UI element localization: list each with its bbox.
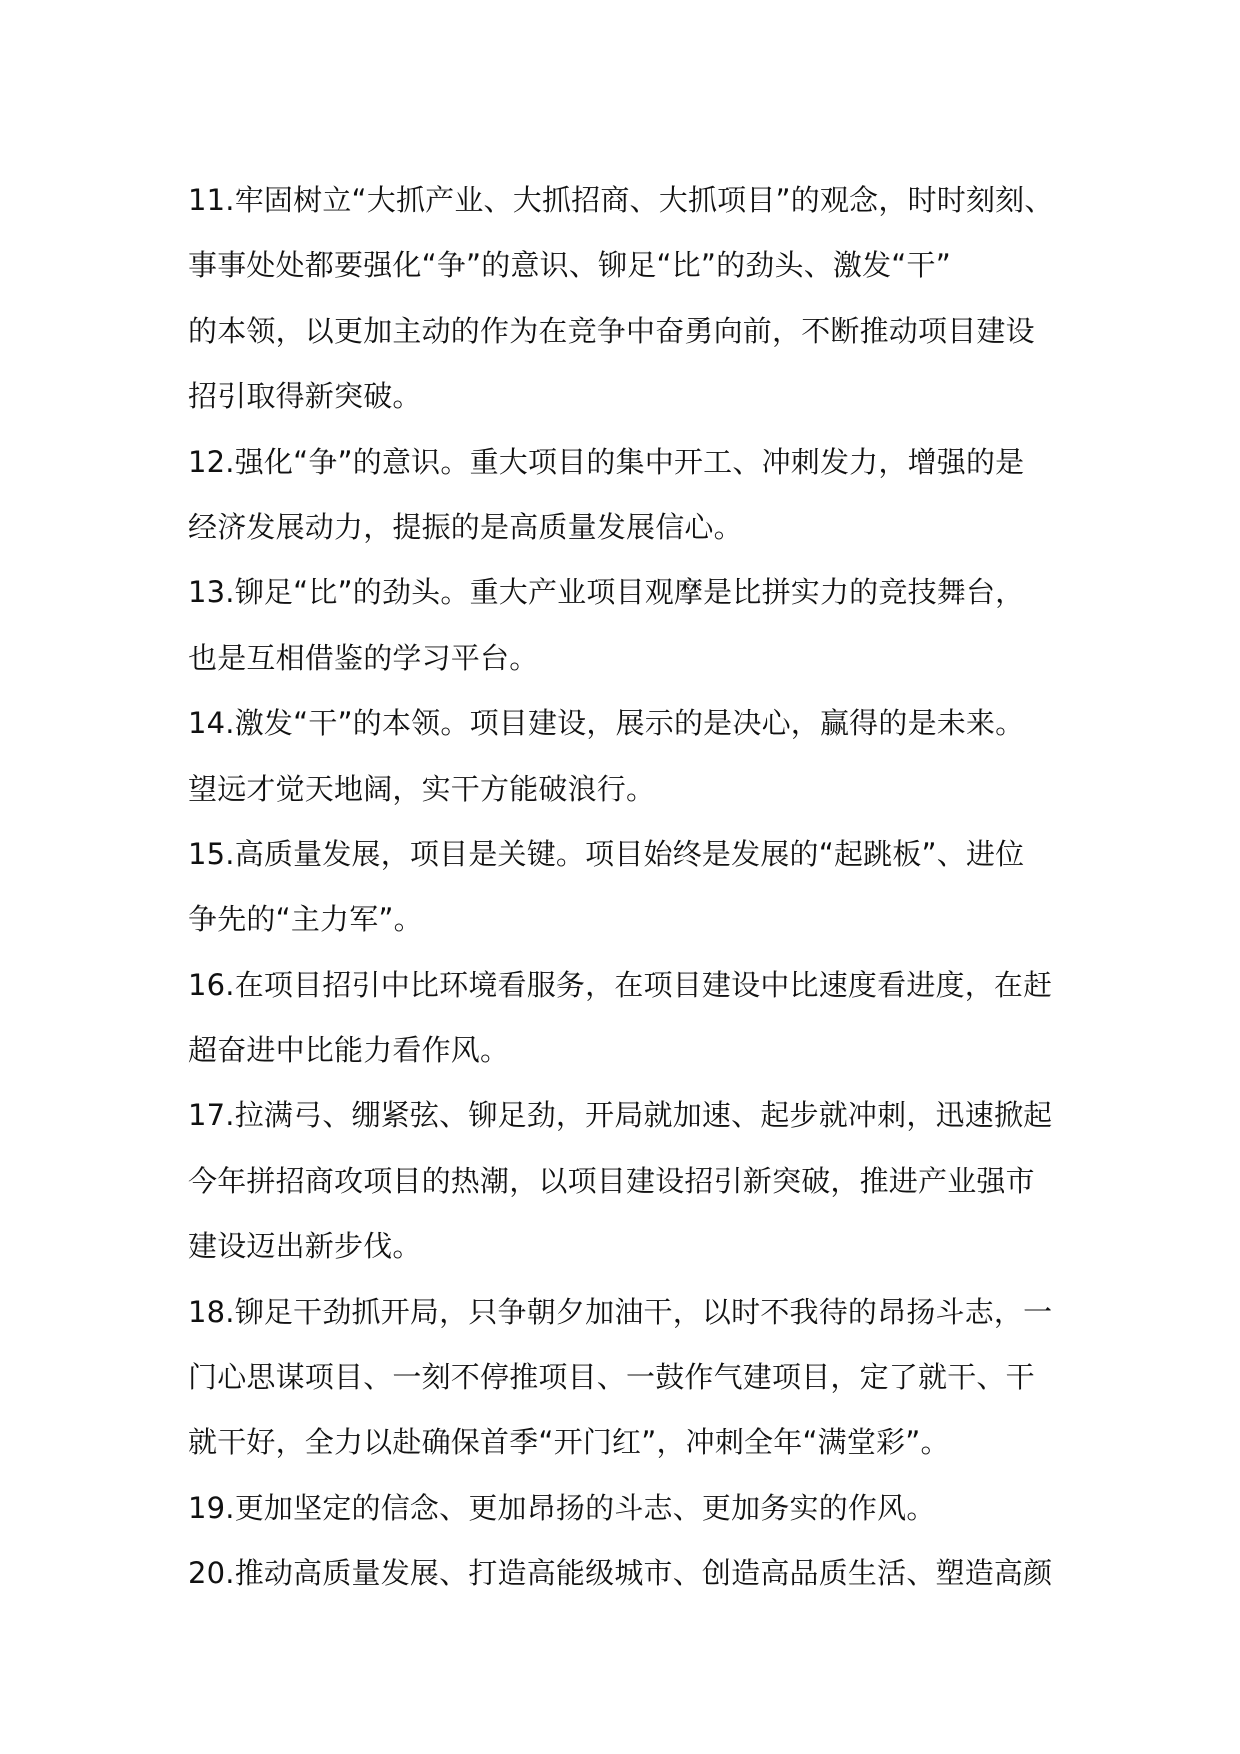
text-line: 16.在项目招引中比环境看服务，在项目建设中比速度看进度，在赶 [188, 967, 1053, 1002]
text-line: 门心思谋项目、一刻不停推项目、一鼓作气建项目，定了就干、干 [188, 1360, 1035, 1395]
text-line: 的本领，以更加主动的作为在竞争中奋勇向前，不断推动项目建设 [188, 313, 1035, 348]
text-line: 15.高质量发展，项目是关键。项目始终是发展的“起跳板”、进位 [188, 836, 1025, 871]
text-line: 超奋进中比能力看作风。 [188, 1033, 510, 1068]
text-line: 13.铆足“比”的劲头。重大产业项目观摩是比拼实力的竞技舞台， [188, 575, 1025, 610]
text-line: 建设迈出新步伐。 [188, 1229, 422, 1264]
text-line: 事事处处都要强化“争”的意识、铆足“比”的劲头、激发“干” [188, 248, 951, 283]
text-line: 也是互相借鉴的学习平台。 [188, 640, 539, 675]
text-line: 19.更加坚定的信念、更加昂扬的斗志、更加务实的作风。 [188, 1490, 936, 1525]
text-line: 18.铆足干劲抓开局，只争朝夕加油干，以时不我待的昂扬斗志，一 [188, 1294, 1053, 1329]
text-line: 招引取得新突破。 [188, 379, 422, 414]
text-line: 11.牢固树立“大抓产业、大抓招商、大抓项目”的观念，时时刻刻、 [188, 183, 1054, 217]
text-line: 经济发展动力，提振的是高质量发展信心。 [188, 509, 743, 544]
text-line: 14.激发“干”的本领。项目建设，展示的是决心，赢得的是未来。 [188, 706, 1025, 741]
text-line: 20.推动高质量发展、打造高能级城市、创造高品质生活、塑造高颜 [188, 1556, 1053, 1591]
text-line: 就干好，全力以赴确保首季“开门红”，冲刺全年“满堂彩”。 [188, 1425, 950, 1460]
text-line: 今年拼招商攻项目的热潮，以项目建设招引新突破，推进产业强市 [188, 1163, 1035, 1198]
text-line: 12.强化“争”的意识。重大项目的集中开工、冲刺发力，增强的是 [188, 444, 1025, 479]
text-line: 争先的“主力军”。 [188, 902, 423, 937]
document-body [188, 168, 1068, 1607]
text-line: 望远才觉天地阔，实干方能破浪行。 [188, 771, 656, 806]
text-line: 17.拉满弓、绷紧弦、铆足劲，开局就加速、起步就冲刺，迅速掀起 [188, 1098, 1053, 1133]
